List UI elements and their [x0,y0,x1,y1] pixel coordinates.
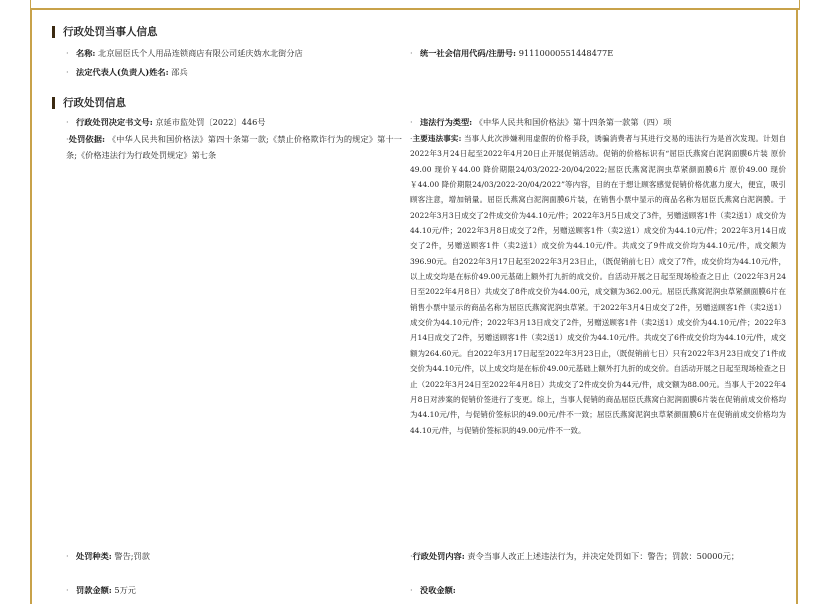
main-facts-value: 当事人此次涉嫌利用虚假的价格手段，诱骗消费者与其进行交易的违法行为是首次发现。计划自2022年3月24日起至2022年4月20日止开展促销活动。促销的价格标识有“屈臣氏燕窝白泥润面膜6片装 原价49.00 现价￥44.00 降价期限24/03/2022-20/04/2022;屈臣氏燕窝泥润虫草紧颜面膜6片 原价49.00 现价￥44.00 降价期限24/03/2022-20/04/2022”等内容，目的在于想让顾客感觉促销价格优惠力度大，便宜，吸引顾客注意，增加销量。屈臣氏燕窝白泥润面膜6片装，在销售小票中显示的商品名称为屈臣氏燕窝白泥润膜。于2022年3月3日成交了2件成交价为44.10元/件；2022年3月5日成交了3件，另赠送顾客1件（卖2送1）成交价为44.10元/件；2022年3月8日成交了2件，另赠送顾客1件（卖2送1）成交价为44.10元/件；2022年3月14日成交了2件，另赠送顾客1件（卖2送1）成交价为44.10元/件。共成交了9件成交价均为44.10元/件，成交额为396.90元。自2022年3月17日起至2022年3月23日止，（既促销前七日）成交了7件，成交价均为44.10元/件，以上成交均是在标价49.00元基础上额外打九折的成交价。自活动开展之日起至现场检查之日止（2022年3月24日至2022年4月8日）共成交了8件成交价为44.00元，成交额为362.00元。屈臣氏燕窝泥润虫草紧颜面膜6片在销售小票中显示的商品名称为屈臣氏燕窝泥润虫草紧。于2022年3月4日成交了2件，另赠送顾客1件（卖2送1）成交价为44.10元/件；2022年3月13日成交了2件，另赠送顾客1件（卖2送1）成交价为44.10元/件；2022年3月14日成交了2件，另赠送顾客1件（卖2送1）成交价为44.10元/件。共成交了6件成交价均为44.10元/件，成交额为264.60元。自2022年3月17日起至2022年3月23日止，（既促销前七日）只有2022年3月23日成交了1件成交价为44.10元/件，以上成交均是在标价49.00元基础上额外打九折的成交价。自活动开展之日起至现场检查之日止（2022年3月24日至2022年4月8日）共成交了2件成交价为44元/件，成交额为88.00元。当事人于2022年4月8日对涉案的促销价签进行了变更。综上，当事人促销的商品屈臣氏燕窝白泥润面膜6片装在促销前成交价格均为44.10元/件，与促销价签标识的49.00元/件不一致；屈臣氏燕窝泥润虫草紧颜面膜6片在促销前成交价格均为44.10元/件，与促销价签标识的49.00元/件不一致。 [410,134,786,435]
penalty-section-title: 行政处罚信息 [52,95,126,110]
penalty-content-block: ·行政处罚内容: 责令当事人改正上述违法行为，并决定处罚如下：警告；罚款：50000元； [410,551,740,561]
credit-code-label: 统一社会信用代码/注册号: [420,48,517,58]
confiscation-row: · 没收金额: [410,585,456,595]
fine-amount-label: 罚款金额: [76,585,112,595]
doc-no-row: · 行政处罚决定书文号: 京延市监处罚〔2022〕446号 [66,117,266,127]
main-facts-block: ·主要违法事实: 当事人此次涉嫌利用虚假的价格手段，诱骗消费者与其进行交易的违法行为是首次发现。计划自2022年3月24日起至2022年4月20日止开展促销活动。促销的价格标识有“屈臣氏燕窝白泥润面膜6片装 原价49.00 现价￥44.00 降价期限24/03/2022-20/04/2022;屈臣氏燕窝泥润虫草紧颜面膜6片 原价49.00 现价￥44.00 降价期限24/03/2022-20/04/2022”等内容，目的在于想让顾客感觉促销价格优惠力度大，便宜，吸引顾客注意，增加销量。屈臣氏燕窝白泥润面膜6片装，在销售小票中显示的商品名称为屈臣氏燕窝白泥润膜。于2022年3月3日成交了2件成交价为44.10元/件；2022年3月5日成交了3件，另赠送顾客1件（卖2送1）成交价为44.10元/件；2022年3月8日成交了2件，另赠送顾客1件（卖2送1）成交价为44.10元/件；2022年3月14日成交了2件，另赠送顾客1件（卖2送1）成交价为44.10元/件。共成交了9件成交价均为44.10元/件，成交额为396.90元。自2022年3月17日起至2022年3月23日止，（既促销前七日）成交了7件，成交价均为44.10元/件，以上成交均是在标价49.00元基础上额外打九折的成交价。自活动开展之日起至现场检查之日止（2022年3月24日至2022年4月8日）共成交了8件成交价为44.00元，成交额为362.00元。屈臣氏燕窝泥润虫草紧颜面膜6片在销售小票中显示的商品名称为屈臣氏燕窝泥润虫草紧。于2022年3月4日成交了2件，另赠送顾客1件（卖2送1）成交价为44.10元/件；2022年3月13日成交了2件，另赠送顾客1件（卖2送1）成交价为44.10元/件；2022年3月14日成交了2件，另赠送顾客1件（卖2送1）成交价为44.10元/件。共成交了6件成交价均为44.10元/件，成交额为264.60元。自2022年3月17日起至2022年3月23日止，（既促销前七日）只有2022年3月23日成交了1件成交价为44.10元/件，以上成交均是在标价49.00元基础上额外打九折的成交价。自活动开展之日起至现场检查之日止（2022年3月24日至2022年4月8日）共成交了2件成交价为44元/件，成交额为88.00元。当事人于2022年4月8日对涉案的促销价签进行了变更。综上，当事人促销的商品屈臣氏燕窝白泥润面膜6片装在促销前成交价格均为44.10元/件，与促销价签标识的49.00元/件不一致；屈臣氏燕窝泥润虫草紧颜面膜6片在促销前成交价格均为44.10元/件，与促销价签标识的49.00元/件不一致。 [410,134,786,435]
doc-no-label: 行政处罚决定书文号: [76,117,153,127]
main-facts-label: 主要违法事实: [412,134,462,143]
credit-code-value: 91110000551448477E [518,48,614,58]
party-section-title: 行政处罚当事人信息 [52,24,158,39]
penalty-basis-block: ·处罚依据: 《中华人民共和国价格法》第四十条第一款;《禁止价格欺诈行为的规定》第十一条;《价格违法行为行政处罚规定》第七条 [66,134,402,161]
penalty-type-value: 警告;罚款 [114,551,150,561]
penalty-type-row: · 处罚种类: 警告;罚款 [66,551,150,561]
party-name-label: 名称: [76,48,96,58]
fine-amount-value: 5万元 [114,585,136,595]
fine-amount-row: · 罚款金额: 5万元 [66,585,136,595]
penalty-type-label: 处罚种类: [76,551,112,561]
party-name-row: · 名称: 北京屈臣氏个人用品连锁商店有限公司延庆妫水北街分店 [66,48,303,58]
violation-type-value: 《中华人民共和国价格法》第十四条第一款第（四）项 [474,117,672,127]
section-marker-icon [52,97,55,109]
party-name-value: 北京屈臣氏个人用品连锁商店有限公司延庆妫水北街分店 [98,48,303,58]
penalty-basis-label: 处罚依据: [68,134,106,144]
section-marker-icon [52,26,55,38]
penalty-content-value: 责令当事人改正上述违法行为，并决定处罚如下：警告；罚款：50000元； [467,551,740,561]
penalty-content-label: 行政处罚内容: [412,551,465,561]
legal-rep-value: 邵兵 [171,67,188,77]
credit-code-row: · 统一社会信用代码/注册号: 91110000551448477E [410,48,614,58]
legal-rep-label: 法定代表人(负责人)姓名: [76,67,169,77]
violation-type-label: 违法行为类型: [420,117,473,127]
violation-type-row: · 违法行为类型: 《中华人民共和国价格法》第十四条第一款第（四）项 [410,117,672,127]
confiscation-label: 没收金额: [420,585,456,595]
penalty-basis-value: 《中华人民共和国价格法》第四十条第一款;《禁止价格欺诈行为的规定》第十一条;《价格违法行为行政处罚规定》第七条 [66,134,402,161]
doc-no-value: 京延市监处罚〔2022〕446号 [155,117,266,127]
legal-rep-row: · 法定代表人(负责人)姓名: 邵兵 [66,67,188,77]
